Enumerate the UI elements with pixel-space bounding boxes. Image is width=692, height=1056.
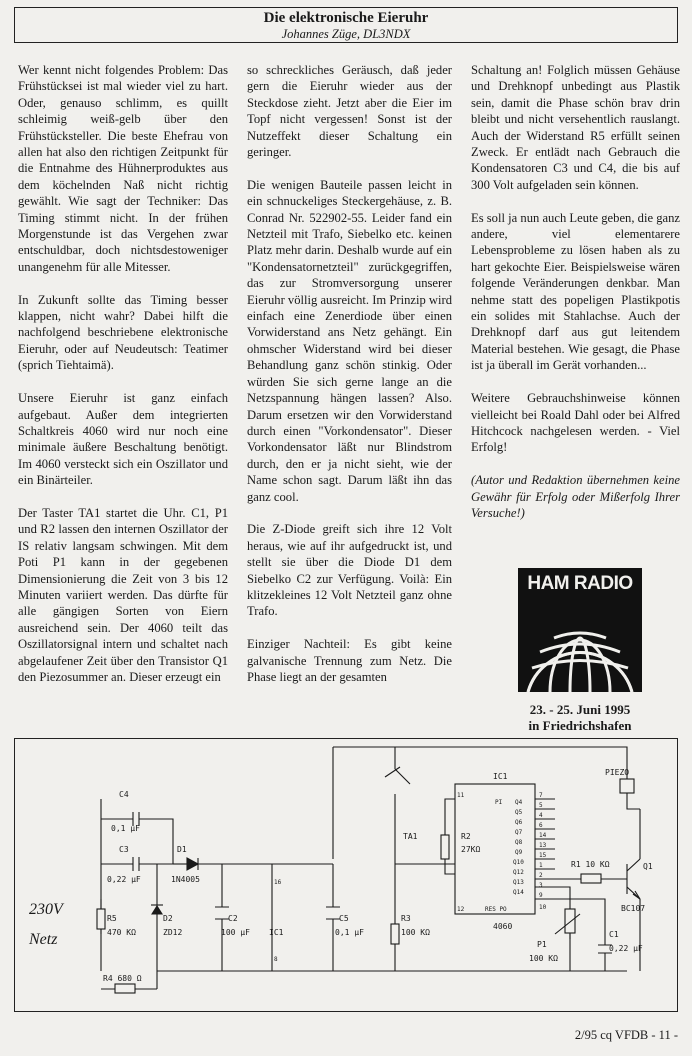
pin-q5: Q5 [515,809,523,816]
r5-value: 470 KΩ [107,928,136,937]
pin-num: 7 [539,792,543,799]
paragraph: Weitere Gebrauchshinweise können vielleicht bei Roald Dahl oder bei Alfred Hitchcock nachgelesen werden. - Viel Erfolg! [471,391,680,455]
paragraph: Unsere Eieruhr ist ganz einfach aufgebaut. Außer dem integrierten Schaltkreis 4060 wird nur noch eine minimale äußere Beschaltung benötigt. Im 4060 versteckt sich ein Oszillator und ein Binärteiler. [18,391,228,488]
disclaimer-note: (Autor und Redaktion übernehmen keine Gewähr für Erfolg oder Mißerfolg Ihrer Versuche!) [471,473,680,520]
column-3 [471,62,680,538]
pin-16: 16 [274,879,282,886]
paragraph: Der Taster TA1 startet die Uhr. C1, P1 und R2 lassen den internen Oszillator der IS relativ langsam schwingen. Mit dem Poti P1 kann in der gegebenen Dimensionierung die Zeit von 3 bis 12 Minuten variiert werden. Das dürfte für alle gängigen Sorten von Eiern ausreichend sein. Der 4060 teilt das Oszillatorsignal intern und schaltet nach abgelaufener Zeit über den Transistor Q1 den Piezosummer an. Dieser erzeugt ein [18,505,228,684]
r3-label: R3 [401,914,411,923]
pin-q12: Q12 [513,869,524,876]
paragraph: Einziger Nachteil: Es gibt keine galvanische Trennung zum Netz. Die Phase liegt an der gesamten [247,637,452,684]
article-title: Die elektronische Eieruhr [263,10,429,26]
c5-value: 0,1 µF [335,928,364,937]
pin-num: 6 [539,822,543,829]
pin-9: 9 [539,892,543,899]
c5-label: C5 [339,914,349,923]
d1-label: D1 [177,845,187,854]
pin-num: 2 [539,872,543,879]
r5-label: R5 [107,914,117,923]
pin-q14: Q14 [513,889,524,896]
ic1-label: IC1 [493,772,508,781]
column-1 [18,62,228,702]
pin-8: 8 [274,956,278,963]
ham-radio-logo [518,568,642,692]
c3-value: 0,22 µF [107,875,141,884]
c4-label: C4 [119,790,129,799]
paragraph: Wer kennt nicht folgendes Problem: Das Frühstücksei ist mal wieder viel zu hart. Oder, genauso schlimm, es quillt schleimig weiß-gelb über den Frühstücksteller. Die beste Ehefrau von allen hat also den richtigen Zeitpunkt für die Entnahme des Hühnerproduktes aus dem köchelnden Naß nicht richtig gewählt. Wie sagt der Techniker: Das Timing stimmt nicht. In der frühen Morgenstunde ist das Vergehen zwar entschuldbar, doch nichtsdestoweniger unangenehm für alle Mitesser. [18,63,228,274]
p1-value: 100 KΩ [529,954,558,963]
piezo-label: PIEZO [605,768,630,777]
q1-type: BC107 [621,904,646,913]
pin-q7: Q7 [515,829,523,836]
pin-num: 14 [539,832,547,839]
mains-voltage: 230V [29,901,63,918]
schematic-drawing [15,739,679,1013]
pin-11: 11 [457,792,465,799]
pin-q10: Q10 [513,859,524,866]
p1-label: P1 [537,940,547,949]
r2-label: R2 [461,832,471,841]
pin-num: 15 [539,852,547,859]
ic-type: 4060 [493,922,513,931]
title-box [14,7,678,43]
c1-value: 0,22 µF [609,944,643,953]
column-2 [247,62,452,702]
pin-q13: Q13 [513,879,524,886]
res-label: RES PO [485,906,507,913]
d1-value: 1N4005 [171,875,200,884]
pin-num: 1 [539,862,543,869]
pin-10: 10 [539,904,547,911]
pin-pi: PI [495,799,503,806]
r2-value: 27KΩ [461,845,481,854]
pin-num: 5 [539,802,543,809]
pin-q8: Q8 [515,839,523,846]
paragraph: In Zukunft sollte das Timing besser klappen, nicht wahr? Dabei hilft die nachfolgend beschriebene elektronische Eieruhr, oder auf Neudeutsch: Teatimer (sprich Tiehtaimä). [18,292,228,373]
event-date: 23. - 25. Juni 1995 in Friedrichshafen [528,702,632,733]
paragraph: Schaltung an! Folglich müssen Gehäuse und Drehknopf unbedingt aus Plastik sein, damit die Phase schön brav drin bleibt und nicht versehentlich rauslangt. Auch der Widerstand R5 erfüllt seinen Zweck. Er entlädt nach Gebrauch die Kondensatoren C3 und C4, die bis auf 300 Volt aufgeladen sein können. [471,63,680,192]
pin-q6: Q6 [515,819,523,826]
c3-label: C3 [119,845,129,854]
r3-value: 100 KΩ [401,928,430,937]
page-footer: 2/95 cq VFDB - 11 - [574,1028,678,1042]
pin-12: 12 [457,906,465,913]
paragraph: Die Z-Diode greift sich ihre 12 Volt heraus, wie auf ihr aufgedruckt ist, und stellt sie über die Diode D1 dem Siebelko C2 zur Verfügung. Voilà: Ein klitzekleines 12 Volt Netzteil ganz ohne Trafo. [247,522,452,619]
pin-num: 3 [539,882,543,889]
r4-label: R4 680 Ω [103,974,142,983]
ic1-power-label: IC1 [269,928,284,937]
pin-q9: Q9 [515,849,523,856]
article-author: Johannes Züge, DL3NDX [281,27,411,41]
circuit-schematic [14,738,678,1012]
r1-label: R1 10 KΩ [571,860,610,869]
c2-value: 100 µF [221,928,250,937]
ta1-label: TA1 [403,832,418,841]
mains-label: Netz [29,931,58,948]
q1-label: Q1 [643,862,653,871]
c1-label: C1 [609,930,619,939]
logo-text: HAM RADIO [527,573,633,594]
d2-value: ZD12 [163,928,183,937]
pin-num: 4 [539,812,543,819]
paragraph: so schreckliches Geräusch, daß jeder gern die Eieruhr wieder aus der Steckdose zieht. Jetzt aber die Eier im Topf nicht vergessen! Sonst ist der Nutzeffekt dieser Schaltung ein geringer. [247,63,452,160]
pin-q4: Q4 [515,799,523,806]
paragraph: Die wenigen Bauteile passen leicht in ein schnuckeliges Steckergehäuse, z. B. Conrad Nr. 522902-55. Leider fand ein Netzteil mit Trafo, Siebelko etc. keinen Platz mehr darin. Deshalb wurde auf ein "Kondensatornetzteil" zurückgegriffen, das zur Stromversorgung unserer Eieruhr völlig ausreicht. Im Prinzip wird einfach eine Zenerdiode über einen Vorwiderstand ans Netz gehängt. Ein ohmscher Widerstand wird bei dieser Behandlung ganz schön stinkig. Oder würden Sie sich gerne lange an die Netzspannung hängen lassen? Also. Darum ersetzen wir den Vorwiderstand durch einen "Vorkondensator". Dieser Vorkondensator läßt nur Blindstrom durch, den er ja nicht sieht, wie der Name schon sagt. Darum läßt ihn das ganz cool. [247,177,452,504]
c4-value: 0,1 µF [111,824,140,833]
c2-label: C2 [228,914,238,923]
pin-num: 13 [539,842,547,849]
paragraph: Es soll ja nun auch Leute geben, die ganz andere, viel elementarere Lebensprobleme zu lösen haben als zu hart gekochte Eier. Beispielsweise wären folgende Veränderungen denkbar. Man nehme statt des popeligen Plastikpotis ein solides mit Stahlachse. Auch der Drehknopf darf aus gut leitendem Material bestehen. Wie gesagt, die Phase ist ja überall im Gerät vorhanden... [471,210,680,373]
d2-label: D2 [163,914,173,923]
